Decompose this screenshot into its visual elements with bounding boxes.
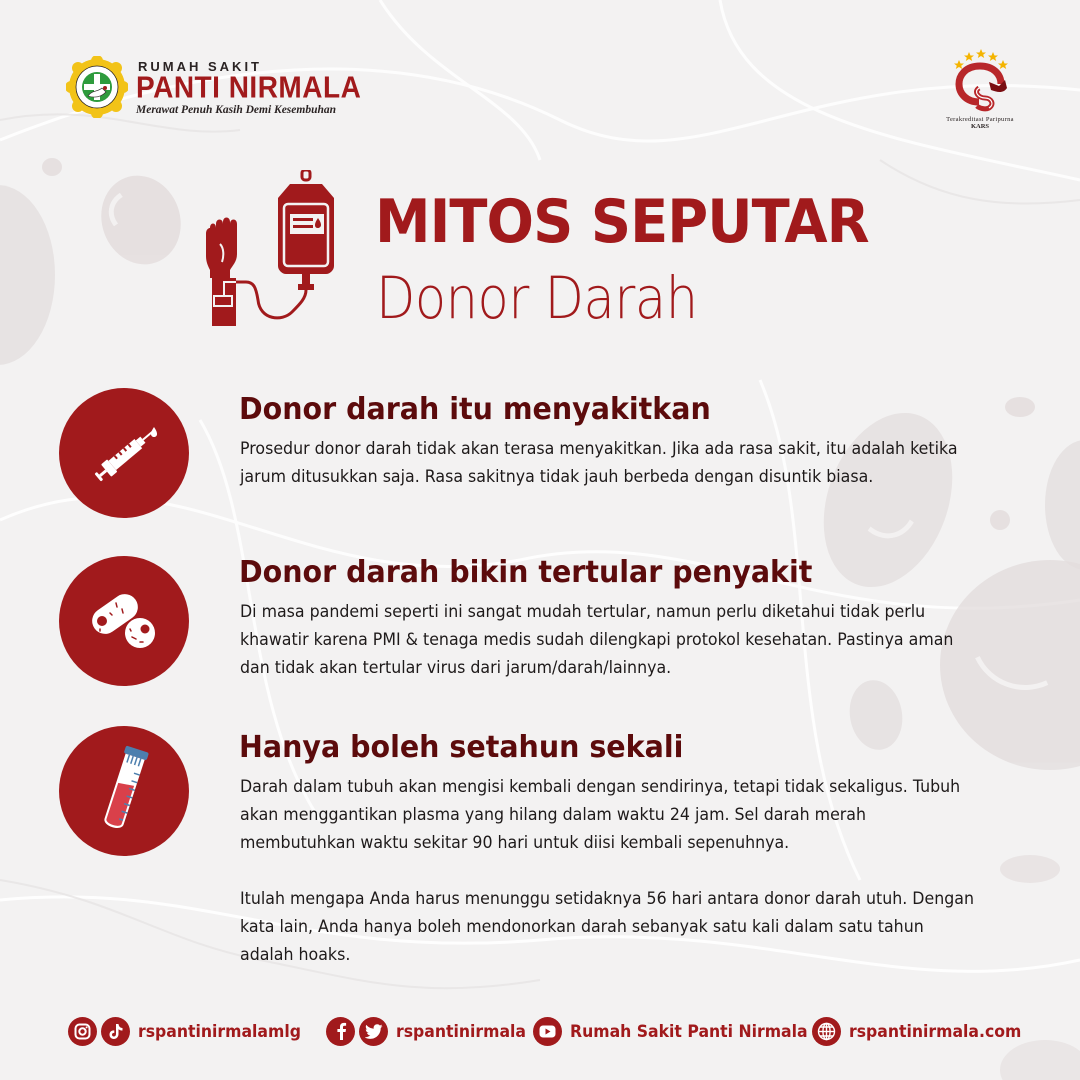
kars-emblem-icon	[945, 48, 1015, 112]
section-body	[240, 773, 975, 969]
kars-acronym: KARS	[970, 123, 990, 130]
footer-website[interactable]	[812, 1013, 1030, 1049]
footer-label: rspantinirmala	[396, 1021, 527, 1041]
kars-accreditation-logo	[930, 48, 1030, 130]
kars-label: Terakreditasi Paripurna	[946, 116, 1014, 123]
facebook-icon[interactable]	[326, 1017, 355, 1046]
hospital-logo	[66, 56, 361, 118]
page-title: MITOS SEPUTAR	[375, 187, 869, 257]
section-paragraph: Di masa pandemi seperti ini sangat mudah tertular, namun perlu diketahui tidak perlu khawatir karena PMI & tenaga medis sudah dilengkapi protokol kesehatan. Pastinya aman dan tidak akan tertular virus dari jarum/darah/lainnya.	[240, 602, 954, 678]
test-tube-icon	[59, 726, 189, 856]
syringe-icon	[59, 388, 189, 518]
bg-blood-cell	[89, 164, 193, 275]
footer-label: rspantinirmala.com	[849, 1021, 1022, 1041]
section-body	[240, 598, 975, 682]
section-heading: Hanya boleh setahun sekali	[239, 730, 684, 765]
section-paragraph: Itulah mengapa Anda harus menunggu setidaknya 56 hari antara donor darah utuh. Dengan kata lain, Anda hanya boleh mendonorkan darah sebanyak satu kali dalam satu tahun adalah hoaks.	[240, 889, 974, 965]
logo-tagline: Merawat Penuh Kasih Demi Kesembuhan	[136, 103, 337, 116]
footer-social-bar	[0, 1013, 1080, 1049]
tiktok-icon[interactable]	[101, 1017, 130, 1046]
footer-facebook-twitter[interactable]	[326, 1013, 533, 1049]
bg-blood-cell	[801, 395, 975, 605]
blood-donation-icon	[202, 170, 352, 330]
page-subtitle: Donor Darah	[376, 264, 698, 332]
youtube-icon[interactable]	[533, 1017, 562, 1046]
bg-blood-cell	[844, 676, 907, 754]
twitter-icon[interactable]	[359, 1017, 388, 1046]
bg-blood-cell	[42, 158, 62, 176]
instagram-icon[interactable]	[68, 1017, 97, 1046]
section-heading: Donor darah bikin tertular penyakit	[239, 555, 813, 590]
bg-blood-cell	[0, 185, 55, 365]
bg-blood-cell	[1005, 397, 1035, 417]
section-heading: Donor darah itu menyakitkan	[239, 392, 711, 427]
footer-label: Rumah Sakit Panti Nirmala	[570, 1021, 808, 1041]
footer-youtube[interactable]	[533, 1013, 820, 1049]
bacteria-icon	[59, 556, 189, 686]
section-paragraph: Darah dalam tubuh akan mengisi kembali dengan sendirinya, tetapi tidak sekaligus. Tubuh akan menggantikan plasma yang hilang dalam waktu 24 jam. Sel darah merah membutuhkan waktu sekitar 90 hari untuk diisi kembali sepenuhnya.	[240, 777, 961, 853]
hospital-emblem-icon	[66, 56, 128, 118]
section-body	[240, 435, 975, 491]
logo-line1: RUMAH SAKIT	[138, 58, 262, 74]
section-paragraph: Prosedur donor darah tidak akan terasa menyakitkan. Jika ada rasa sakit, itu adalah ketika jarum ditusukkan saja. Rasa sakitnya tidak jauh berbeda dengan disuntik biasa.	[240, 439, 958, 487]
footer-instagram-tiktok[interactable]	[68, 1013, 310, 1049]
globe-icon[interactable]	[812, 1017, 841, 1046]
bg-blood-cell	[1000, 855, 1060, 883]
logo-hospital-name: PANTI NIRMALA	[136, 70, 362, 104]
bg-blood-cell	[1045, 440, 1080, 570]
bg-blood-cell	[990, 510, 1010, 530]
footer-label: rspantinirmalamlg	[138, 1021, 301, 1041]
